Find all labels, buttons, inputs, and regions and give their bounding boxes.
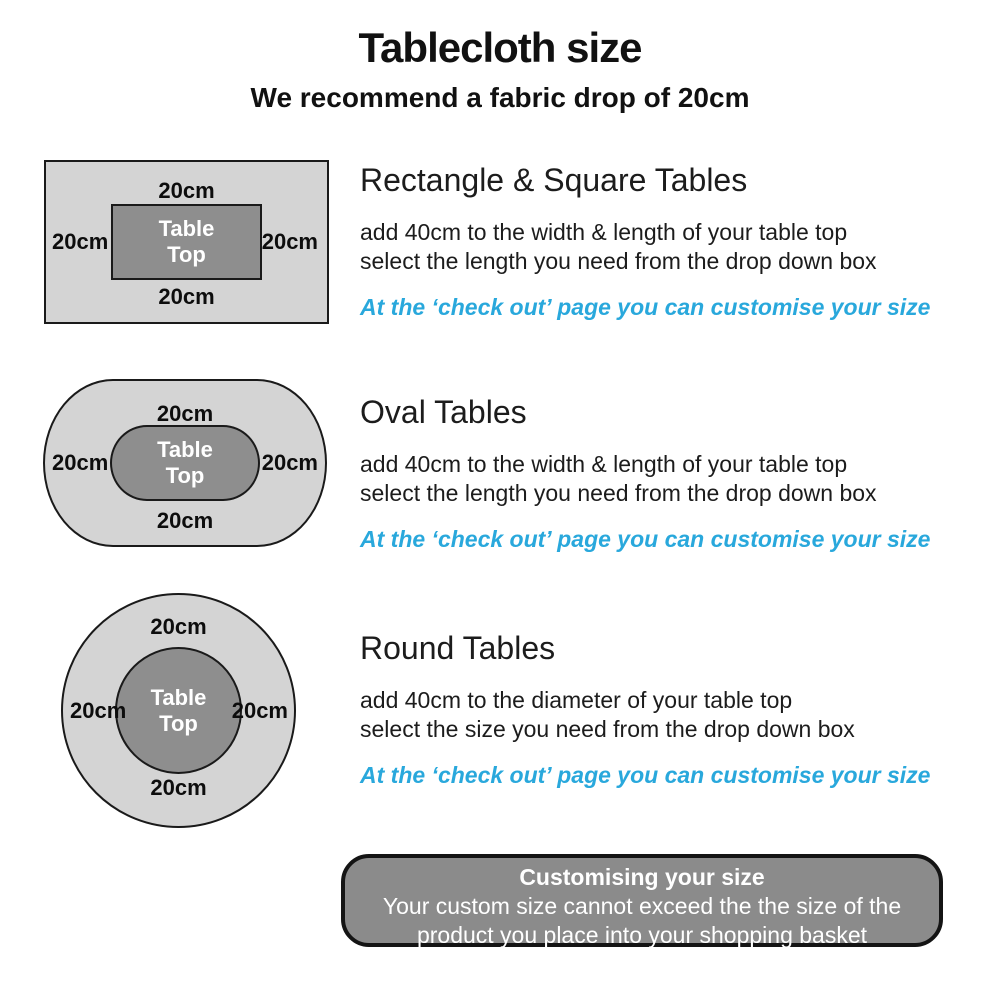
table-top-shape [111, 204, 262, 280]
section-instruction-line1: add 40cm to the diameter of your table top [360, 687, 793, 713]
table-top-label-line2: Top [165, 463, 205, 488]
section-round-text [360, 630, 978, 789]
section-rectangle-text [360, 162, 978, 321]
page-title: Tablecloth size [358, 24, 642, 71]
section-heading: Oval Tables [360, 394, 527, 430]
drop-label-left: 20cm [52, 450, 109, 475]
customising-line1: Your custom size cannot exceed the the size of the [382, 893, 902, 919]
drop-label-bottom: 20cm [156, 508, 214, 533]
customising-line2: product you place into your shopping basket [416, 922, 868, 948]
drop-label-top: 20cm [150, 614, 207, 639]
table-top-shape [115, 647, 242, 774]
section-instruction-line1: add 40cm to the width & length of your table top [360, 219, 848, 245]
section-checkout-note: At the ‘check out’ page you can customise your size [360, 762, 931, 788]
table-top-label-line1: Table [150, 684, 207, 710]
section-heading: Round Tables [360, 630, 556, 666]
section-instruction-line2: select the length you need from the drop down box [360, 480, 877, 506]
page-subtitle: We recommend a fabric drop of 20cm [250, 82, 750, 113]
section-instruction-line2: select the length you need from the drop down box [360, 248, 877, 274]
rectangle-tablecloth-diagram [44, 160, 329, 324]
customising-title: Customising your size [519, 864, 765, 890]
drop-label-top: 20cm [158, 178, 215, 203]
section-heading: Rectangle & Square Tables [360, 162, 748, 198]
table-top-shape [110, 425, 260, 501]
table-top-label-line1: Table [158, 216, 215, 241]
round-tablecloth-diagram [61, 593, 296, 828]
drop-label-right: 20cm [261, 229, 318, 254]
drop-label-top: 20cm [156, 401, 214, 426]
drop-label-right: 20cm [231, 697, 288, 723]
drop-label-bottom: 20cm [150, 775, 207, 800]
section-oval-text [360, 394, 978, 553]
drop-label-right: 20cm [261, 450, 318, 475]
section-checkout-note: At the ‘check out’ page you can customise your size [360, 294, 931, 320]
table-top-label-line2: Top [159, 710, 198, 736]
section-instruction-line2: select the size you need from the drop down box [360, 716, 855, 742]
drop-label-left: 20cm [52, 229, 109, 254]
drop-label-left: 20cm [70, 697, 127, 723]
drop-label-bottom: 20cm [158, 284, 215, 309]
table-top-label-line2: Top [167, 242, 206, 267]
section-instruction-line1: add 40cm to the width & length of your table top [360, 451, 848, 477]
table-top-label-line1: Table [157, 437, 213, 462]
section-checkout-note: At the ‘check out’ page you can customise your size [360, 526, 931, 552]
customising-size-box [341, 854, 943, 947]
oval-tablecloth-diagram [43, 379, 327, 547]
